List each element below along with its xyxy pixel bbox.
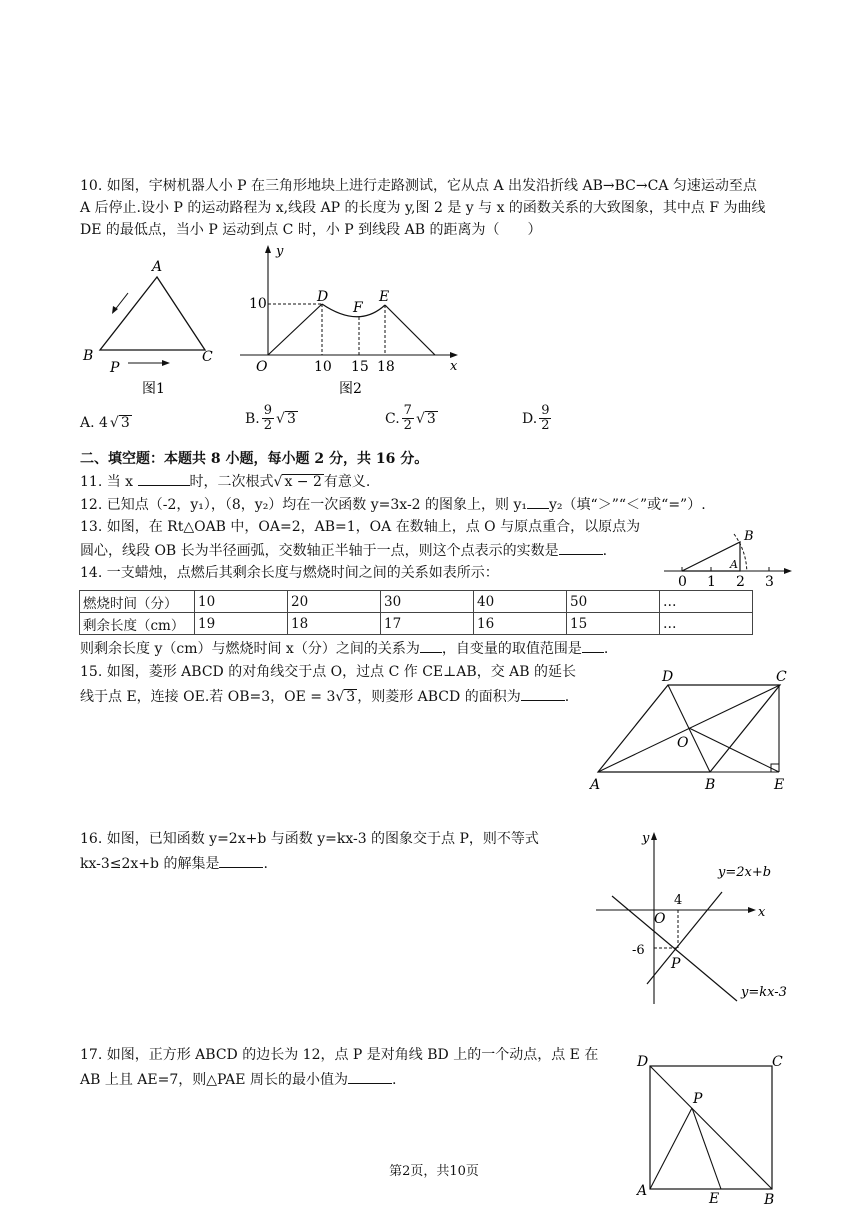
q16-line2-end: .	[263, 856, 268, 872]
q16-line2-label: y=kx-3	[741, 985, 787, 1000]
table-cell: 19	[195, 613, 288, 635]
fig2-label-e: E	[379, 289, 390, 305]
q15-label-d: D	[662, 669, 674, 685]
q16-line1: 16. 如图，已知函数 y=2x+b 与函数 y=kx-3 的图象交于点 P，则不等式	[80, 831, 539, 847]
q17-label-c: C	[772, 1054, 783, 1070]
q15-blank[interactable]	[521, 686, 565, 701]
fig1-label-c: C	[202, 349, 213, 365]
q11-post: 有意义.	[323, 474, 371, 490]
table-cell: 15	[567, 613, 660, 635]
q13-tick-2: 2	[736, 574, 745, 590]
fig2-caption: 图2	[339, 381, 362, 397]
q13-blank[interactable]	[559, 540, 603, 555]
q17-label-p: P	[693, 1091, 703, 1107]
fig2-label-d: D	[317, 289, 329, 305]
q12-blank[interactable]	[527, 494, 549, 509]
table-cell: …	[660, 613, 753, 635]
q15-line1: 15. 如图，菱形 ABCD 的对角线交于点 O，过点 C 作 CE⊥AB，交 AB 的延长	[80, 664, 576, 680]
fig2-y-label: y	[276, 244, 284, 259]
q17-label-d: D	[637, 1054, 649, 1070]
q10-option-a: A. 4 √ 3	[80, 415, 130, 431]
q10-option-c-label: C.	[385, 410, 400, 427]
q10-figure2	[238, 243, 463, 403]
q17-line2-text: AB 上且 AE=7，则△PAE 周长的最小值为	[80, 1072, 348, 1088]
q15-line2-post: ，则菱形 ABCD 的面积为	[357, 689, 521, 705]
fig1-caption: 图1	[142, 381, 165, 397]
q17-figure	[633, 1050, 793, 1210]
q14-after-end: .	[603, 641, 609, 657]
q14-blank-domain[interactable]	[582, 638, 604, 653]
q15-figure	[585, 665, 795, 795]
q15-line2-end: .	[564, 689, 570, 705]
q13-label-a: A	[730, 558, 738, 571]
fig1-label-b: B	[83, 348, 94, 364]
q15-label-o: O	[677, 735, 689, 751]
q16-origin-label: O	[654, 911, 666, 927]
q11-pre: 11. 当 x	[80, 474, 134, 490]
q16-blank[interactable]	[219, 853, 263, 868]
q10-line3: DE 的最低点，当小 P 运动到点 C 时，小 P 到线段 AB 的距离为（ ）	[80, 222, 542, 238]
q15-label-b: B	[705, 777, 716, 793]
q10-option-b: B. $\frac{9}{2}$ √ 3	[245, 403, 296, 433]
table-cell: 50	[567, 591, 660, 613]
fig1-label-p: P	[110, 360, 120, 376]
q11-mid: 时，二次根式	[189, 474, 274, 490]
q17-label-b: B	[764, 1192, 775, 1208]
fig2-origin-label: O	[256, 359, 268, 375]
table-cell: 16	[474, 613, 567, 635]
q10-line1: 10. 如图，宇树机器人小 P 在三角形地块上进行走路测试，它从点 A 出发沿折线 AB→BC→CA 匀速运动至点	[80, 178, 757, 194]
q16-figure	[592, 826, 792, 1010]
page-footer: 第2页，共10页	[389, 1164, 479, 1179]
q11-line: 11. 当 x 时，二次根式√ x − 2 有意义.	[80, 471, 370, 492]
q17-line1: 17. 如图，正方形 ABCD 的边长为 12，点 P 是对角线 BD 上的一个动点，点 E 在	[80, 1047, 599, 1063]
q10-option-b-denominator: 2	[263, 418, 273, 433]
q10-option-c-numerator: 7	[403, 403, 412, 418]
q16-line1-label: y=2x+b	[718, 865, 772, 880]
table-row	[80, 613, 753, 635]
fig2-tick-x15: 15	[351, 359, 369, 375]
q15-line2-pre: 线于点 E，连接 OE.若 OB=3，OE = 3	[80, 689, 336, 705]
table-cell: 燃烧时间（分）	[80, 591, 195, 613]
q15-label-e: E	[774, 777, 785, 793]
table-cell: 剩余长度（cm）	[80, 613, 195, 635]
q10-option-b-label: B.	[245, 410, 260, 427]
q13-figure	[662, 522, 794, 590]
fig2-label-f: F	[353, 300, 363, 316]
q13-label-b: B	[744, 529, 754, 544]
table-cell: 30	[381, 591, 474, 613]
q14-after-mid: ，自变量的取值范围是	[441, 641, 582, 657]
q14-table	[79, 590, 753, 635]
q16-tick-minus6: -6	[632, 943, 645, 958]
q16-x-label: x	[758, 905, 766, 920]
table-cell: 17	[381, 613, 474, 635]
q10-option-d-numerator: 9	[541, 403, 550, 418]
q13-line2-text: 圆心，线段 OB 长为半径画弧，交数轴正半轴于一点，则这个点表示的实数是	[80, 543, 559, 559]
q17-blank[interactable]	[348, 1069, 392, 1084]
q17-line2	[80, 1069, 396, 1090]
q12-line	[80, 494, 706, 515]
q15-radicand: 3	[346, 689, 356, 705]
q16-y-label: y	[642, 831, 650, 846]
q13-line2-end: .	[602, 543, 608, 559]
fig2-tick-y10: 10	[249, 296, 267, 312]
q10-option-b-numerator: 9	[263, 403, 273, 418]
fig2-x-label: x	[450, 359, 458, 374]
q16-tick-4: 4	[674, 893, 683, 908]
q10-option-d-label: D.	[522, 410, 538, 427]
table-row	[80, 591, 753, 613]
q16-line2	[80, 853, 268, 874]
q16-label-p: P	[671, 956, 681, 972]
q10-line2: A 后停止.设小 P 的运动路程为 x,线段 AP 的长度为 y,图 2 是 y 与 x 的函数关系的大致图象，其中点 F 为曲线	[80, 200, 766, 216]
q14-after-pre: 则剩余长度 y（cm）与燃烧时间 x（分）之间的关系为	[80, 641, 420, 657]
q14-blank-relation[interactable]	[420, 638, 442, 653]
q12-post: y₂（填“＞”“＜”或“=”）.	[549, 497, 706, 513]
table-cell: 40	[474, 591, 567, 613]
q10-option-c-denominator: 2	[403, 418, 412, 433]
q17-line2-end: .	[391, 1072, 397, 1088]
fig1-label-a: A	[152, 259, 163, 275]
q10-option-c: C. $\frac{7}{2}$ √ 3	[385, 403, 436, 433]
q10-option-c-radicand: 3	[426, 411, 436, 427]
q16-line2-text: kx-3≤2x+b 的解集是	[80, 856, 220, 872]
q10-option-d	[522, 404, 553, 433]
q14-line2	[80, 638, 608, 659]
section2-heading: 二、填空题：本题共 8 小题，每小题 2 分，共 16 分。	[80, 451, 429, 467]
fig2-tick-x10: 10	[314, 359, 332, 375]
q10-option-d-denominator: 2	[541, 418, 550, 433]
q13-line1: 13. 如图，在 Rt△OAB 中，OA=2，AB=1，OA 在数轴上，点 O 与原点重合，以原点为	[80, 519, 641, 535]
q13-line2	[80, 540, 607, 561]
table-cell: …	[660, 591, 753, 613]
q10-figure1	[80, 255, 220, 400]
q13-tick-0: 0	[678, 574, 687, 590]
q15-label-c: C	[776, 669, 787, 685]
q15-label-a: A	[590, 777, 601, 793]
q13-tick-1: 1	[707, 574, 716, 590]
q13-tick-3: 3	[765, 574, 774, 590]
q11-blank[interactable]	[138, 471, 190, 486]
q11-radicand: x − 2	[284, 474, 322, 490]
q14-line1: 14. 一支蜡烛，点燃后其剩余长度与燃烧时间之间的关系如表所示：	[80, 565, 499, 581]
table-cell: 18	[288, 613, 381, 635]
q10-option-a-label: A. 4	[80, 415, 108, 431]
q12-text: 12. 已知点（-2，y₁），（8，y₂）均在一次函数 y=3x-2 的图象上，则 y₁	[80, 497, 528, 513]
table-cell: 10	[195, 591, 288, 613]
q10-option-b-radicand: 3	[286, 411, 296, 427]
fig2-tick-x18: 18	[377, 359, 395, 375]
q17-label-a: A	[637, 1183, 648, 1199]
table-cell: 20	[288, 591, 381, 613]
q17-label-e: E	[709, 1191, 720, 1207]
q10-option-a-radicand: 3	[120, 415, 130, 431]
q15-line2: 线于点 E，连接 OE.若 OB=3，OE = 3√ 3 ，则菱形 ABCD 的面积为 .	[80, 686, 569, 707]
